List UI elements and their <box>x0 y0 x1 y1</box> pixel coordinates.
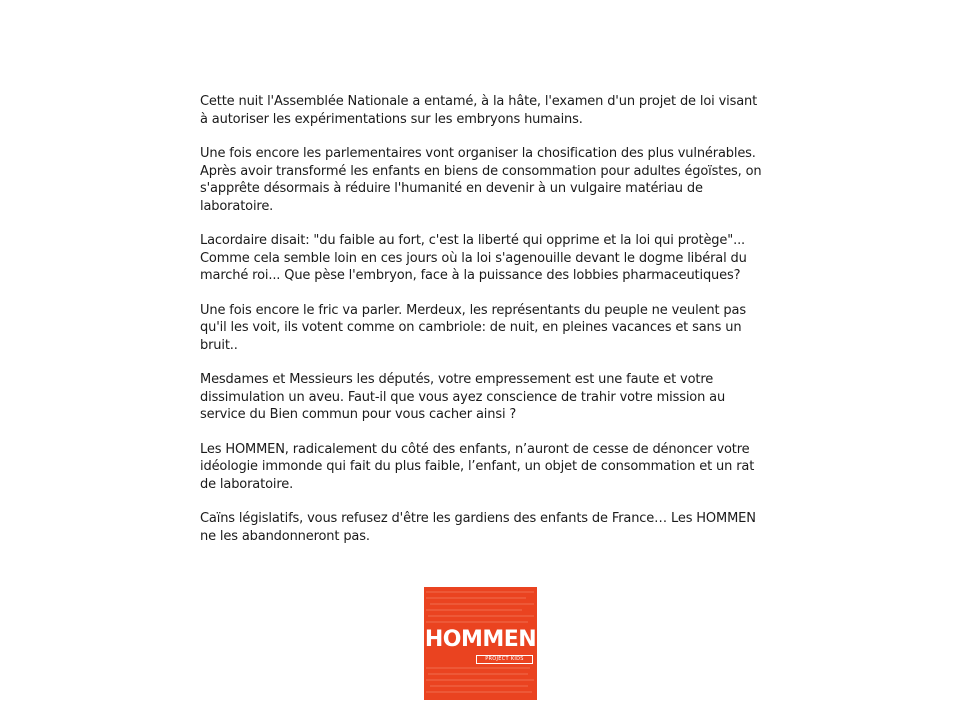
paragraph-4: Une fois encore le fric va parler. Merdeux, les représentants du peuple ne veulent pas qu'il les voit, ils votent comme on cambriole: de nuit, en pleines vacances et sans un bruit.. <box>200 302 746 353</box>
hommen-logo <box>424 587 537 700</box>
article-body <box>200 93 766 562</box>
paragraph-6: Les HOMMEN, radicalement du côté des enfants, n’auront de cesse de dénoncer votre idéologie immonde qui fait du plus faible, l’enfant, un objet de consommation et un rat de laboratoire. <box>200 441 755 492</box>
paragraph-7: Caïns législatifs, vous refusez d'être les gardiens des enfants de France… Les HOMMEN ne les abandonneront pas. <box>200 511 756 544</box>
paragraph-2: Une fois encore les parlementaires vont organiser la chosification des plus vulnérables. Après avoir transformé les enfants en biens de consommation pour adultes égoïstes, on s'apprête désormais à réduire l'humanité en devenir à un vulgaire matériau de laboratoire. <box>200 146 762 214</box>
paragraph-3: Lacordaire disait: "du faible au fort, c'est la liberté qui opprime et la loi qui protège"... Comme cela semble loin en ces jours où la loi s'agenouille devant le dogme libéral du marché roi... Que pèse l'embryon, face à la puissance des lobbies pharmaceutiques? <box>200 233 747 283</box>
logo-subtitle: PROJECT KIDS <box>476 655 533 664</box>
paragraph-5: Mesdames et Messieurs les députés, votre empressement est une faute et votre dissimulation un aveu. Faut-il que vous ayez conscience de trahir votre mission au service du Bien commun pour vous cacher ainsi ? <box>200 372 726 422</box>
logo-wordmark: HOMMEN <box>424 627 537 652</box>
paragraph-1: Cette nuit l'Assemblée Nationale a entamé, à la hâte, l'examen d'un projet de loi visant à autoriser les expérimentations sur les embryons humains. <box>200 94 758 127</box>
